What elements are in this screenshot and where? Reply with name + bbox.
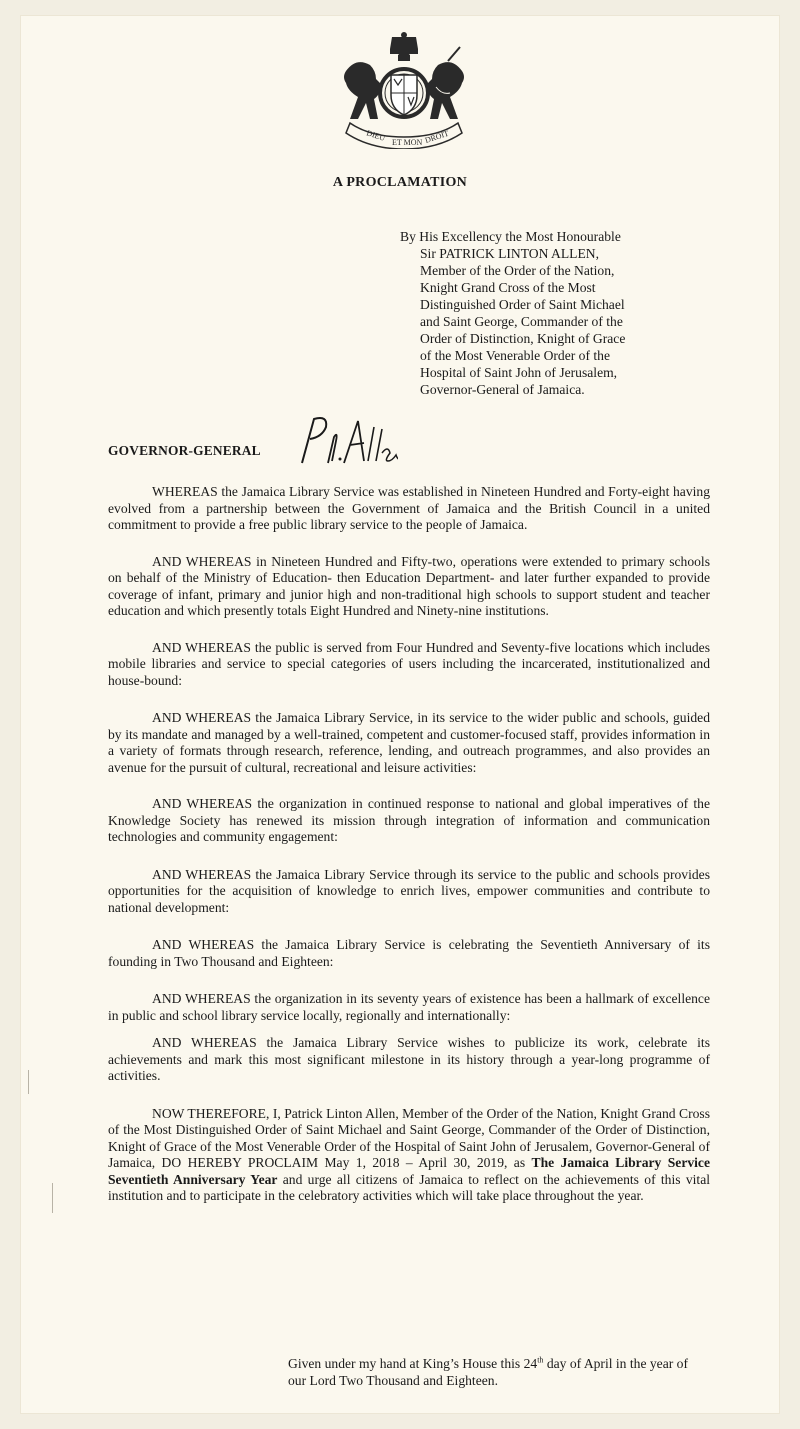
styling-line: Order of Distinction, Knight of Grace [420, 331, 626, 346]
now-therefore-text: NOW THEREFORE, I, Patrick Linton Allen, Member of the Order of the Nation, Knight Grand Cross of the Most Distinguished Order of Saint Michael and Saint George, Commander of the Order of Distinction, Knight of Grace of the Most Venerable Order of the Hospital of Saint John of Jerusalem, Governor-General of Jamaica, DO HEREBY PROCLAIM May 1, 2018 – April 30, 2019, as [108, 1105, 710, 1170]
governor-general-label: GOVERNOR-GENERAL [108, 443, 261, 458]
given-ordinal: th [537, 1355, 544, 1365]
motto-center: ET MON [392, 138, 423, 147]
governor-styling-block [400, 228, 700, 398]
now-therefore-closing: and urge all citizens of Jamaica to reflect on the achievements of this vital institution and to participate in the celebratory activities which will take place throughout the year. [108, 1171, 710, 1203]
styling-line: Sir PATRICK LINTON ALLEN, [420, 246, 599, 261]
styling-line: of the Most Venerable Order of the [420, 348, 610, 363]
whereas-paragraph: AND WHEREAS the Jamaica Library Service through its service to the public and schools provides opportunities for the acquisition of knowledge to enrich lives, empower communities and contribute to national development: [108, 866, 710, 915]
whereas-paragraph: AND WHEREAS in Nineteen Hundred and Fifty-two, operations were extended to primary schools on behalf of the Ministry of Education- then Education Department- and later further expanded to provide coverage of infant, primary and junior high and non-traditional high schools to support student and teacher education and which presently totals Eight Hundred and Ninety-nine institutions. [108, 553, 710, 618]
anniversary-year-name: The Jamaica Library Service Seventieth Anniversary Year [108, 1155, 710, 1187]
motto-left: DIEU [365, 128, 387, 143]
whereas-paragraph: AND WHEREAS the Jamaica Library Service wishes to publicize its work, celebrate its achievements and mark this most significant milestone in its history through a year-long programme of activities. [108, 1035, 710, 1083]
royal-coat-of-arms-icon [336, 31, 472, 149]
styling-line: Hospital of Saint John of Jerusalem, [420, 365, 618, 380]
now-therefore-paragraph [108, 1106, 710, 1205]
given-under-hand [288, 1355, 708, 1389]
signature-image [288, 413, 398, 473]
motto-right: DROIT [423, 128, 450, 145]
given-text: Given under my hand at King’s House this 24 [288, 1356, 538, 1371]
styling-line: Governor-General of Jamaica. [420, 382, 585, 397]
whereas-paragraph: AND WHEREAS the Jamaica Library Service, in its service to the wider public and schools, guided by its mandate and managed by a well-trained, competent and customer-focused staff, provides information in a variety of formats through research, reference, lending, and outreach programmes, and also provides an avenue for the pursuit of cultural, recreational and leisure activities: [108, 710, 710, 775]
document-title: A PROCLAMATION [332, 175, 468, 190]
proclamation-page [20, 15, 780, 1414]
whereas-paragraph: AND WHEREAS the organization in continued response to national and global imperatives of the Knowledge Society has renewed its mission through integration of information and communication technologies and community engagement: [108, 796, 710, 844]
whereas-paragraph: AND WHEREAS the Jamaica Library Service is celebrating the Seventieth Anniversary of its founding in Two Thousand and Eighteen: [108, 937, 710, 969]
styling-line: Distinguished Order of Saint Michael [420, 297, 625, 312]
styling-line: By His Excellency the Most Honourable [400, 229, 621, 244]
whereas-paragraph: AND WHEREAS the public is served from Four Hundred and Seventy-five locations which includes mobile libraries and service to special categories of users including the incarcerated, institutionalized and house-bound: [108, 639, 710, 688]
proclamation-body [108, 484, 710, 1205]
styling-line: Member of the Order of the Nation, [420, 263, 615, 278]
whereas-paragraph: WHEREAS the Jamaica Library Service was established in Nineteen Hundred and Forty-eight having evolved from a partnership between the Government of Jamaica and the British Council in a united commitment to provide a free public library service to the people of Jamaica. [108, 484, 710, 532]
whereas-paragraph: AND WHEREAS the organization in its seventy years of existence has been a hallmark of excellence in public and school library service locally, regionally and internationally: [108, 991, 710, 1023]
given-text-end: day of April in the year of our Lord Two Thousand and Eighteen. [288, 1356, 689, 1388]
styling-line: Knight Grand Cross of the Most [420, 280, 596, 295]
scan-mark [52, 1183, 53, 1213]
scan-mark [28, 1070, 29, 1094]
styling-line: and Saint George, Commander of the [420, 314, 623, 329]
